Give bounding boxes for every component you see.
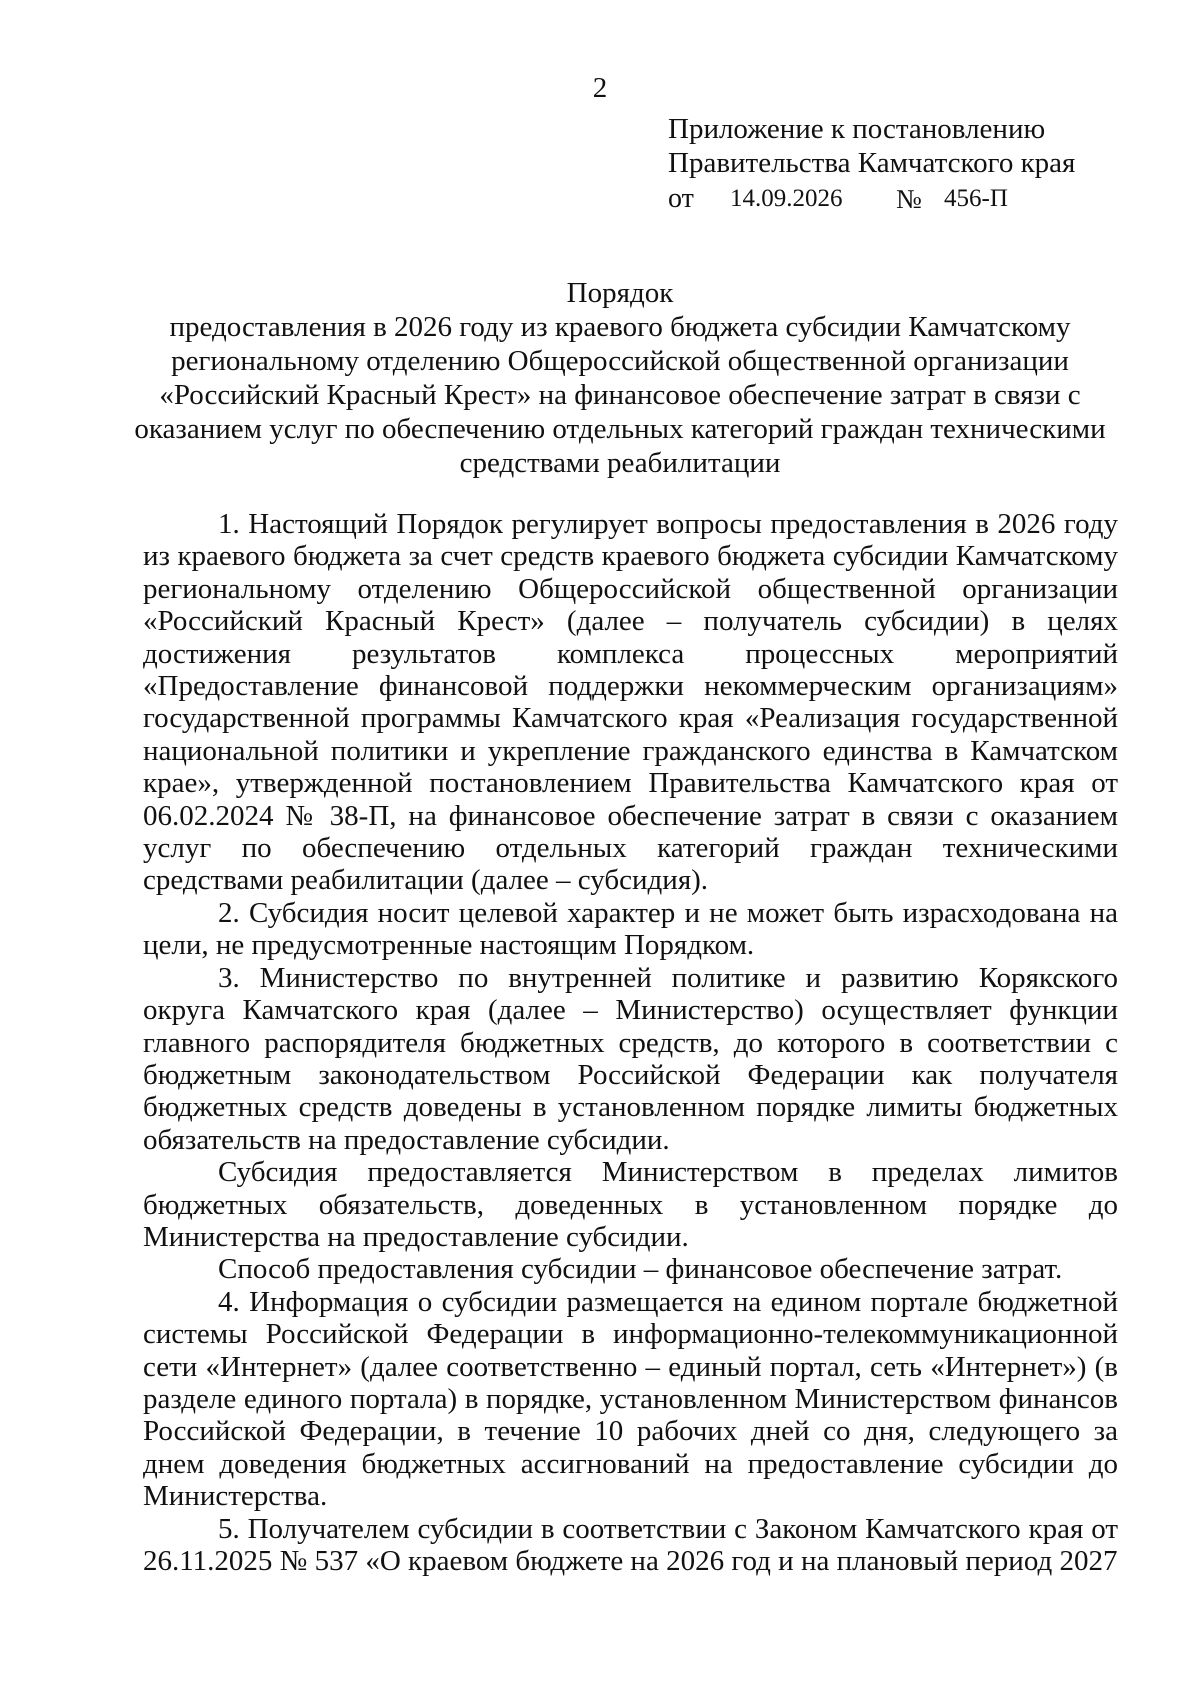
- paragraph-1: 1. Настоящий Порядок регулирует вопросы предоставления в 2026 году из краевого бюджета за счет средств краевого бюджета субсидии Камчатскому региональному отделению Общероссийской общественной организации «Российский Красный Крест» (далее – получатель субсидии) в целях достижения результатов комплекса процессных мероприятий «Предоставление финансовой поддержки некоммерческим организациям» государственной программы Камчатского края «Реализация государственной национальной политики и укрепление гражданского единства в Камчатском крае», утвержденной постановлением Правительства Камчатского края от 06.02.2024 № 38-П, на финансовое обеспечение затрат в связи с оказанием услуг по обеспечению отдельных категорий граждан техническими средствами реабилитации (далее – субсидия).: [143, 508, 1118, 897]
- from-label: от: [668, 183, 694, 214]
- resolution-date: 14.09.2026: [730, 185, 843, 212]
- document-title-block: [130, 276, 1110, 480]
- paragraph-4: 4. Информация о субсидии размещается на едином портале бюджетной системы Российской Федерации в информационно-телекоммуникационной сети «Интернет» (далее соответственно – единый портал, сеть «Интернет») (в разделе единого портала) в порядке, установленном Министерством финансов Российской Федерации, в течение 10 рабочих дней со дня, следующего за днем доведения бюджетных ассигнований на предоставление субсидии до Министерства.: [143, 1285, 1118, 1513]
- paragraph-2: 2. Субсидия носит целевой характер и не может быть израсходована на цели, не предусмотренные настоящим Порядком.: [143, 896, 1118, 962]
- appendix-date-number: [668, 182, 1148, 220]
- page-number: 2: [592, 72, 608, 104]
- paragraph-3-method: Способ предоставления субсидии – финансовое обеспечение затрат.: [218, 1253, 1063, 1286]
- resolution-number: 456-П: [944, 185, 1008, 212]
- appendix-line-2: Правительства Камчатского края: [668, 147, 1076, 179]
- appendix-header: [668, 112, 1148, 220]
- document-body: [143, 508, 1118, 1577]
- appendix-line-1: Приложение к постановлению: [668, 113, 1046, 145]
- paragraph-5: 5. Получателем субсидии в соответствии с Законом Камчатского края от 26.11.2025 № 537 «О краевом бюджете на 2026 год и на плановый период 2027: [143, 1512, 1118, 1577]
- paragraph-3-limits: Субсидия предоставляется Министерством в пределах лимитов бюджетных обязательств, доведенных в установленном порядке до Министерства на предоставление субсидии.: [143, 1156, 1118, 1253]
- document-subtitle: предоставления в 2026 году из краевого бюджета субсидии Камчатскому региональному отделению Общероссийской общественной организации «Российский Красный Крест» на финансовое обеспечение затрат в связи с оказанием услуг по обеспечению отдельных категорий граждан техническими средствами реабилитации: [134, 311, 1106, 479]
- document-title: Порядок: [566, 277, 674, 309]
- number-sign: №: [896, 184, 922, 214]
- paragraph-3: 3. Министерство по внутренней политике и развитию Корякского округа Камчатского края (далее – Министерство) осуществляет функции главного распорядителя бюджетных средств, до которого в соответствии с бюджетным законодательством Российской Федерации как получателя бюджетных средств доведены в установленном порядке лимиты бюджетных обязательств на предоставление субсидии.: [143, 961, 1118, 1156]
